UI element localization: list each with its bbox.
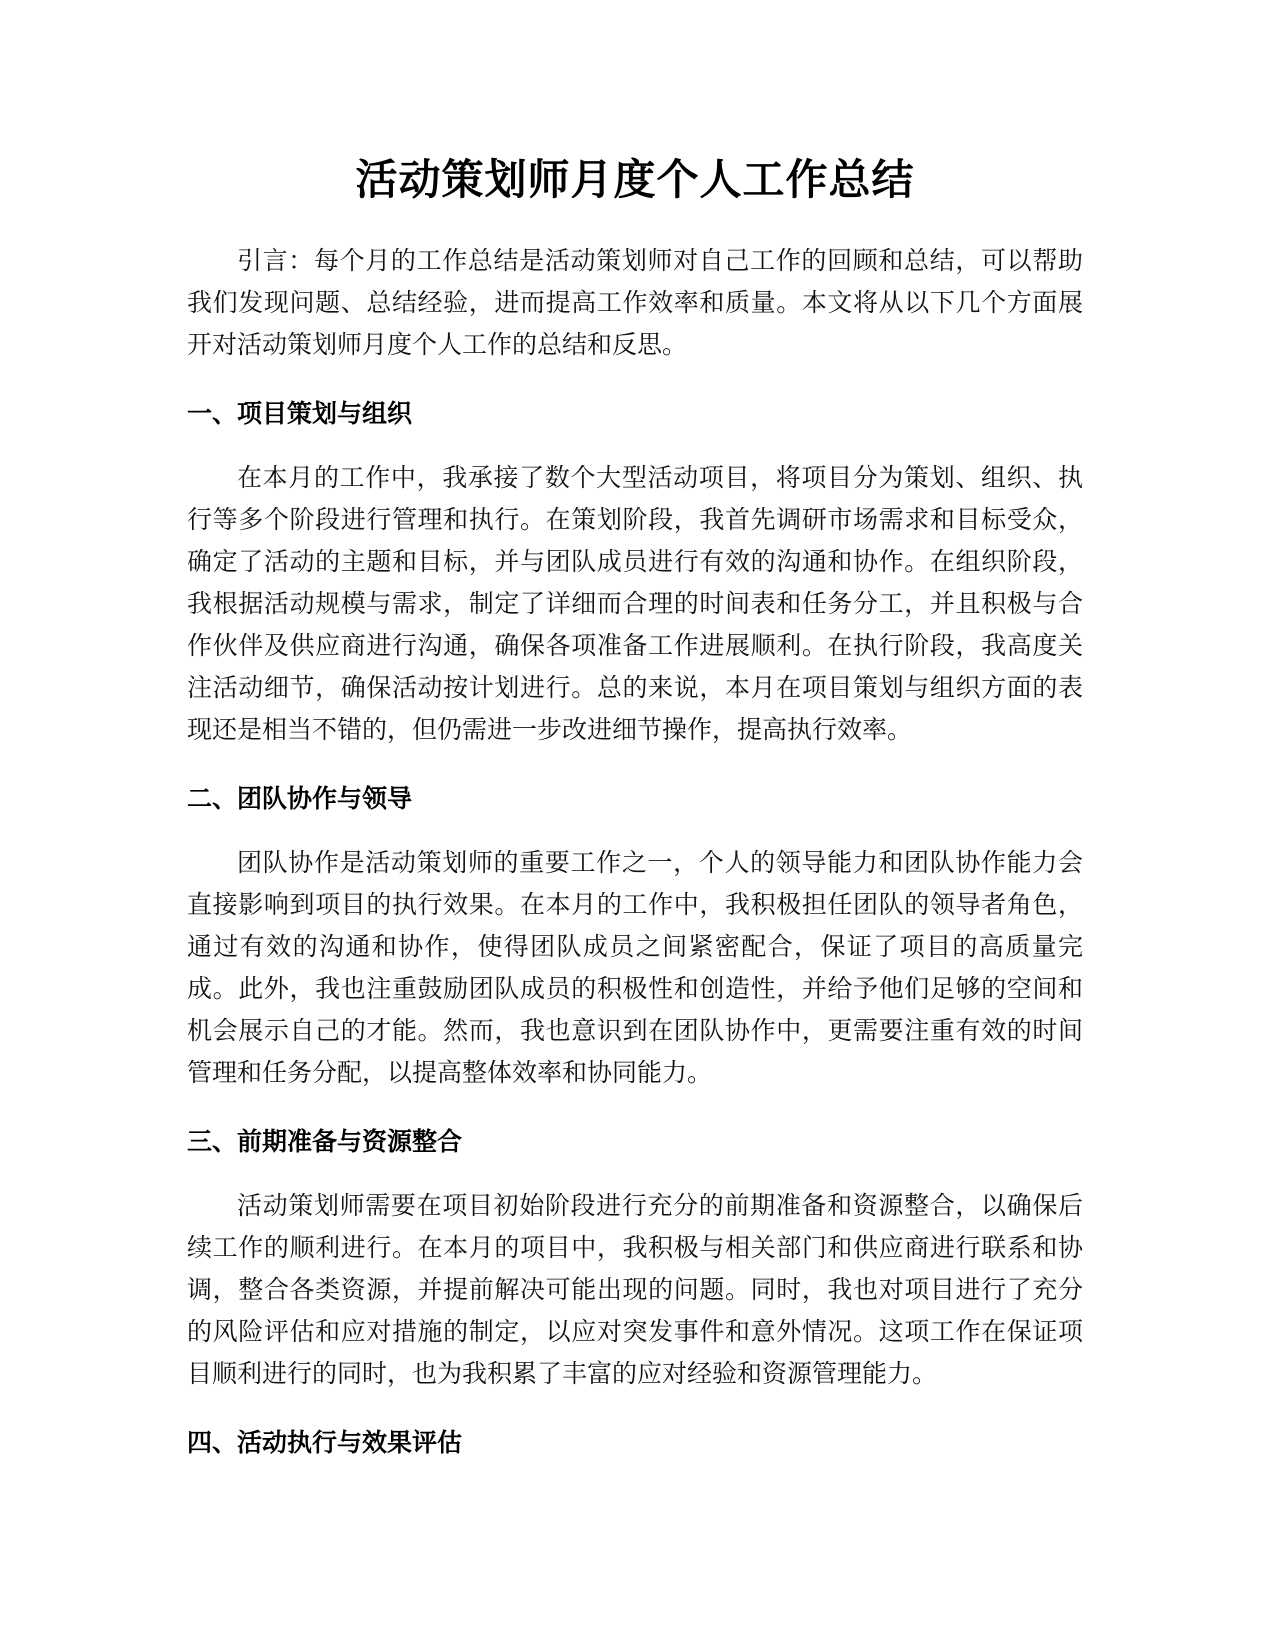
document-title: 活动策划师月度个人工作总结 [355,155,915,204]
section-2-paragraph: 团队协作是活动策划师的重要工作之一，个人的领导能力和团队协作能力会直接影响到项目的执行效果。在本月的工作中，我积极担任团队的领导者角色，通过有效的沟通和协作，使得团队成员之间紧密配合，保证了项目的高质量完成。此外，我也注重鼓励团队成员的积极性和创造性，并给予他们足够的空间和机会展示自己的才能。然而，我也意识到在团队协作中，更需要注重有效的时间管理和任务分配，以提高整体效率和协同能力。 [187,848,1083,1087]
section-3-paragraph: 活动策划师需要在项目初始阶段进行充分的前期准备和资源整合，以确保后续工作的顺利进行。在本月的项目中，我积极与相关部门和供应商进行联系和协调，整合各类资源，并提前解决可能出现的问题。同时，我也对项目进行了充分的风险评估和应对措施的制定，以应对突发事件和意外情况。这项工作在保证项目顺利进行的同时，也为我积累了丰富的应对经验和资源管理能力。 [187,1191,1083,1388]
document-body [187,150,1083,1464]
section-3-heading: 三、前期准备与资源整合 [187,1127,463,1156]
section-4-heading: 四、活动执行与效果评估 [187,1428,463,1457]
intro-paragraph: 引言：每个月的工作总结是活动策划师对自己工作的回顾和总结，可以帮助我们发现问题、总结经验，进而提高工作效率和质量。本文将从以下几个方面展开对活动策划师月度个人工作的总结和反思。 [187,246,1083,359]
section-1-paragraph: 在本月的工作中，我承接了数个大型活动项目，将项目分为策划、组织、执行等多个阶段进行管理和执行。在策划阶段，我首先调研市场需求和目标受众，确定了活动的主题和目标，并与团队成员进行有效的沟通和协作。在组织阶段，我根据活动规模与需求，制定了详细而合理的时间表和任务分工，并且积极与合作伙伴及供应商进行沟通，确保各项准备工作进展顺利。在执行阶段，我高度关注活动细节，确保活动按计划进行。总的来说，本月在项目策划与组织方面的表现还是相当不错的，但仍需进一步改进细节操作，提高执行效率。 [187,463,1083,744]
section-1-heading: 一、项目策划与组织 [187,399,413,428]
section-2-heading: 二、团队协作与领导 [187,784,413,813]
